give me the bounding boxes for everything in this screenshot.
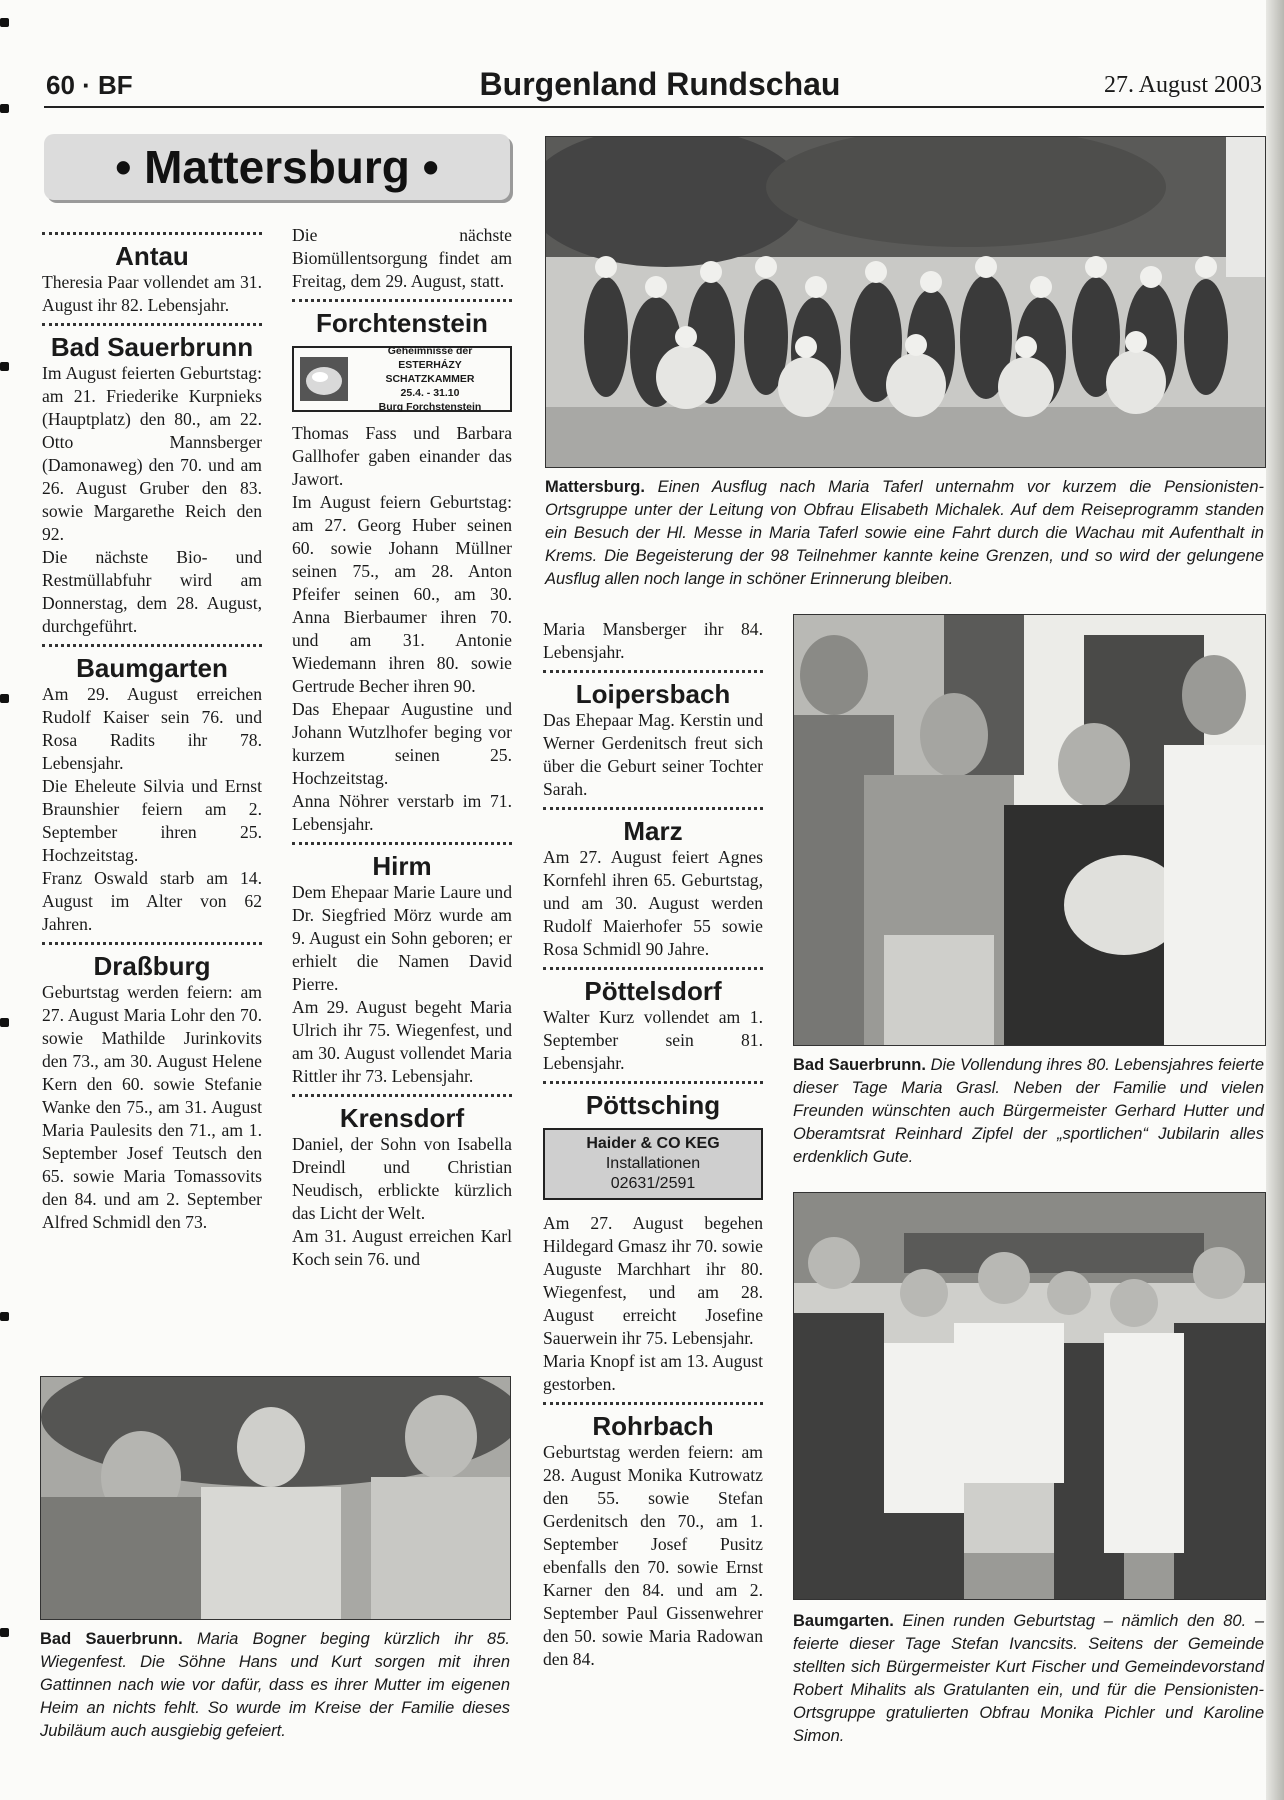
article-text: Am 29. August erreichen Rudolf Kaiser sein 76. und Rosa Radits ihr 78. Lebensjahr.: [42, 684, 262, 773]
birthday-photo: [793, 614, 1266, 1046]
family-photo: [40, 1376, 511, 1620]
article-text: Das Ehepaar Augustine und Johann Wutzlhofer beging vor kurzem seinen 25. Hochzeitstag.: [292, 699, 512, 788]
caption-place: Baumgarten.: [793, 1612, 894, 1630]
location-heading: Marz: [543, 807, 763, 846]
location-heading: Draßburg: [42, 942, 262, 981]
caption-place: Bad Sauerbrunn.: [793, 1056, 926, 1074]
article-text: Im August feierten Geburtstag: am 21. Friederike Kurpnieks (Hauptplatz) den 80., am 22. Otto Mannsberger (Damonaweg) den 70. und am 26. August Gruber den 83. sowie Margarethe Reich den 92.: [42, 363, 262, 544]
header-rule: [44, 106, 1264, 108]
photo-caption: [793, 1054, 1264, 1169]
article-text: Das Ehepaar Mag. Kerstin und Werner Gerdenitsch freut sich über die Geburt seiner Tochter Sarah.: [543, 710, 763, 799]
article-text: Daniel, der Sohn von Isabella Dreindl und Christian Neudisch, erblickte kürzlich das Licht der Welt.: [292, 1134, 512, 1223]
edge-mark: [0, 18, 9, 27]
photo-caption: [545, 476, 1264, 591]
page-edge-shadow: [1266, 0, 1284, 1800]
edge-mark: [0, 1312, 9, 1321]
page-number: 60 · BF: [46, 70, 133, 100]
article-text: Die nächste Biomüllentsorgung findet am Freitag, dem 29. August, statt.: [292, 225, 512, 291]
article-text: Franz Oswald starb am 14. August im Alter von 62 Jahren.: [42, 868, 262, 934]
photo-caption: [40, 1628, 510, 1743]
caption-text: Maria Bogner beging kürzlich ihr 85. Wiegenfest. Die Söhne Hans und Kurt sorgen mit ihren Gattinnen nach wie vor dafür, dass es ihrer Mutter im eigenen Heim an nichts fehlt. So wurde im Kreise der Familie dieses Jubiläum auch ausgiebig gefeiert.: [40, 1630, 510, 1740]
ad-line: ESTERHÁZY SCHATZKAMMER: [385, 359, 475, 385]
article-text: Am 31. August erreichen Karl Koch sein 76. und: [292, 1226, 512, 1269]
location-heading: Pöttelsdorf: [543, 967, 763, 1006]
ad-line: Installationen: [605, 1155, 701, 1172]
article-text: Die Eheleute Silvia und Ernst Braunshier feiern am 2. September ihren 25. Hochzeitstag.: [42, 776, 262, 865]
location-heading: Forchtenstein: [292, 299, 512, 338]
ad-line: Geheimnisse der: [387, 345, 473, 357]
location-heading: Krensdorf: [292, 1094, 512, 1133]
article-text: Am 27. August begehen Hildegard Gmasz ihr 70. sowie Auguste Marchhart ihr 80. Wiegenfest, und am 28. August erreicht Josefine Sauerwein ihr 75. Lebensjahr.: [543, 1213, 763, 1348]
location-heading: Hirm: [292, 842, 512, 881]
caption-text: Einen Ausflug nach Maria Taferl unternahm vor kurzem die Pensionisten-Ortsgruppe unter der Leitung von Obfrau Elisabeth Michalek. Auf dem Reiseprogramm standen ein Besuch der Hl. Messe in Maria Taferl sowie eine Fahrt durch die Wachau mit Aufenthalt in Krems. Die Begeisterung der 98 Teilnehmer kannte keine Grenzen, und so wird der gelungene Ausflug allen noch lange in schöner Erinnerung bleiben.: [545, 478, 1264, 588]
ad-company-name: Haider & CO KEG: [586, 1135, 720, 1152]
edge-mark: [0, 694, 9, 703]
column-3: [543, 618, 763, 1671]
issue-date: 27. August 2003: [1103, 72, 1262, 98]
newspaper-title: Burgenland Rundschau: [479, 66, 841, 102]
article-text: Theresia Paar vollendet am 31. August ihr 82. Lebensjahr.: [42, 272, 262, 315]
edge-mark: [0, 1628, 9, 1637]
edge-mark: [0, 362, 9, 371]
group-photo: [545, 136, 1266, 468]
location-heading: Antau: [42, 232, 262, 271]
ad-phone: 02631/2591: [610, 1175, 696, 1192]
article-text: Walter Kurz vollendet am 1. September sein 81. Lebensjahr.: [543, 1007, 763, 1073]
article-text: Die nächste Bio- und Restmüllabfuhr wird am Donnerstag, dem 28. August, durchgeführt.: [42, 547, 262, 636]
baumgarten-photo: [793, 1192, 1266, 1600]
caption-place: Mattersburg.: [545, 478, 645, 496]
article-text: Geburtstag werden feiern: am 27. August Maria Lohr den 70. sowie Mathilde Jurinkovits den 73., am 30. August Helene Kern den 60. sowie Stefanie Wanke den 75., am 31. August Maria Paulesits den 71., am 1. September Josef Teutsch den 65. sowie Maria Tomassovits den 84. und am 2. September Alfred Schmidl den 73.: [42, 982, 262, 1232]
article-text: Am 27. August feiert Agnes Kornfehl ihren 65. Geburtstag, und am 30. August werden Rudolf Maierhofer 55 sowie Rosa Schmidl 90 Jahre.: [543, 847, 763, 959]
article-text: Thomas Fass und Barbara Gallhofer gaben einander das Jawort.: [292, 423, 512, 489]
location-heading: Bad Sauerbrunn: [42, 323, 262, 362]
advertisement-haider: [543, 1128, 763, 1200]
article-text: Maria Knopf ist am 13. August gestorben.: [543, 1351, 763, 1394]
photo-caption: [793, 1610, 1264, 1748]
caption-place: Bad Sauerbrunn.: [40, 1630, 183, 1648]
column-1: [42, 232, 262, 1234]
caption-text: Einen runden Geburtstag – nämlich den 80. – feierte dieser Tage Stefan Ivancsits. Seitens der Gemeinde stellten sich Bürgermeister Kurt Fischer und Gemeindevorstand Robert Mihalits als Gratulanten ein, und für die Pensionisten-Ortsgruppe gratulierten Obfrau Monika Pichler und Karoline Simon.: [793, 1612, 1264, 1745]
article-text: Dem Ehepaar Marie Laure und Dr. Siegfried Mörz wurde am 9. August ein Sohn geboren; er erhielt die Namen David Pierre.: [292, 882, 512, 994]
caption-text: Die Vollendung ihres 80. Lebensjahres feierte dieser Tage Maria Grasl. Neben der Familie und vielen Freunden wünschten auch Bürgermeister Gerhard Hutter und Oberamtsrat Reinhard Zipfel der „sportlichen“ Jubilarin alles erdenklich Gute.: [793, 1056, 1264, 1166]
article-text: Am 29. August begeht Maria Ulrich ihr 75. Wiegenfest, und am 30. August vollendet Maria Rittler ihr 73. Lebensjahr.: [292, 997, 512, 1086]
ad-line: 25.4. - 31.10: [400, 387, 460, 399]
edge-mark: [0, 104, 9, 113]
location-heading: Baumgarten: [42, 644, 262, 683]
ad-line: Burg Forchstenstein: [378, 401, 482, 413]
location-heading: Loipersbach: [543, 670, 763, 709]
treasure-icon: [300, 357, 348, 401]
location-heading: Rohrbach: [543, 1402, 763, 1441]
section-banner: • Mattersburg •: [44, 134, 510, 200]
edge-mark: [0, 1018, 9, 1027]
article-text: Anna Nöhrer verstarb im 71. Lebensjahr.: [292, 791, 512, 834]
article-text: Maria Mansberger ihr 84. Lebensjahr.: [543, 619, 763, 662]
column-2: [292, 224, 512, 1271]
location-heading: Pöttsching: [543, 1081, 763, 1120]
article-text: Geburtstag werden feiern: am 28. August Monika Kutrowatz den 55. sowie Stefan Gerdenitsch den 70., am 1. September Josef Pusitz ebenfalls den 70. sowie Ernst Karner den 84. und am 2. September Paul Gissenwehrer den 50. sowie Maria Radowan den 84.: [543, 1442, 763, 1669]
article-text: Im August feiern Geburtstag: am 27. Georg Huber seinen 60. sowie Johann Müllner seinen 75., am 28. Anton Pfeifer seinen 60., am 30. Anna Bierbaumer ihren 70. und am 31. Antonie Wiedemann ihren 80. sowie Gertrude Becher ihren 90.: [292, 492, 512, 696]
advertisement-schatzkammer: [292, 346, 512, 412]
